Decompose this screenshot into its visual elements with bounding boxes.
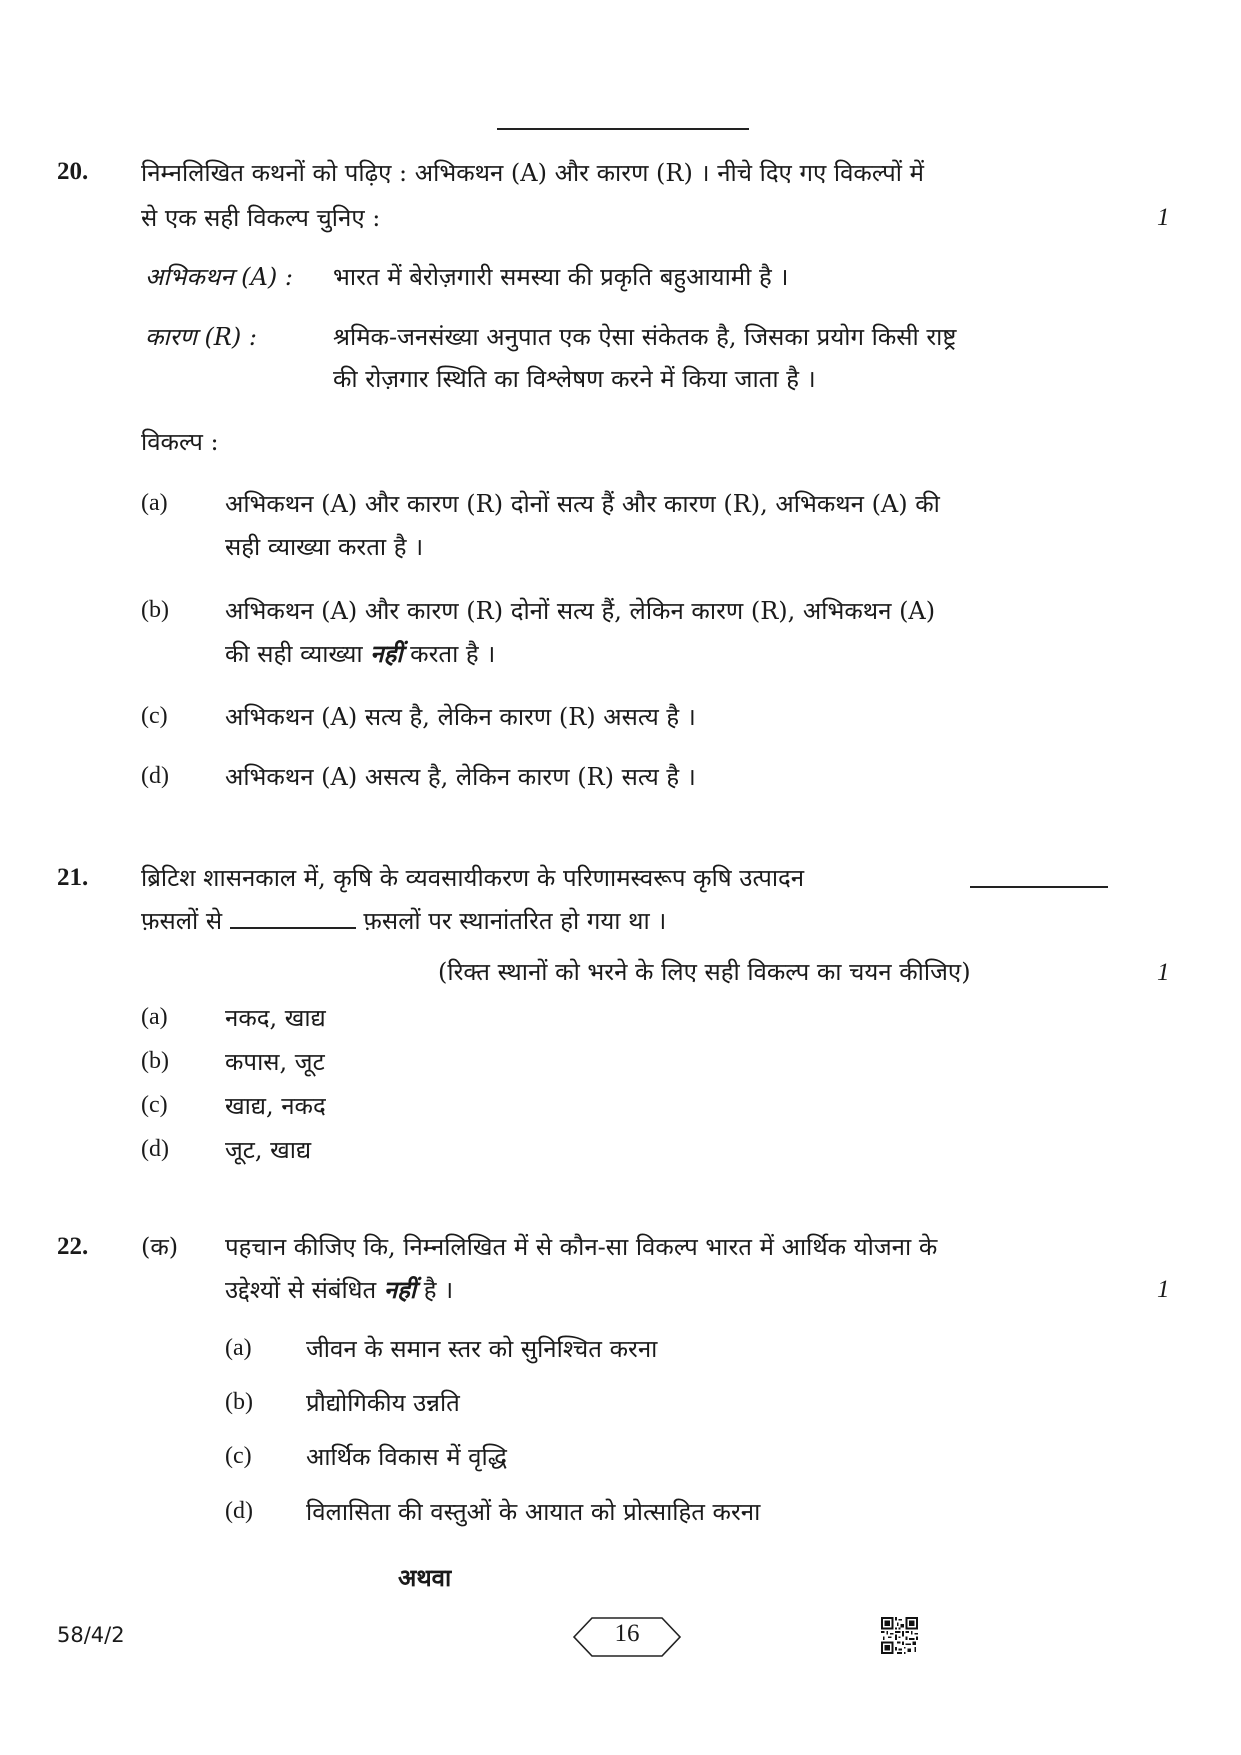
question-number: 20. bbox=[57, 158, 89, 185]
option-text: जूट, खाद्य bbox=[225, 1136, 312, 1164]
question-text: उद्देश्यों से संबंधित bbox=[225, 1276, 384, 1304]
paper-code: 58/4/2 bbox=[57, 1623, 125, 1647]
option-letter: (b) bbox=[141, 597, 169, 623]
option-letter: (d) bbox=[141, 1136, 169, 1162]
option-text: आर्थिक विकास में वृद्धि bbox=[306, 1443, 507, 1471]
question-part-label: (क) bbox=[141, 1233, 179, 1261]
or-separator: अथवा bbox=[398, 1563, 452, 1592]
options-label: विकल्प : bbox=[141, 428, 219, 456]
instruction-text: (रिक्त स्थानों को भरने के लिए सही विकल्प का चयन कीजिए) bbox=[438, 958, 971, 986]
question-number: 22. bbox=[57, 1233, 89, 1260]
question-text: फ़सलों पर स्थानांतरित हो गया था । bbox=[363, 907, 667, 935]
option-text: नकद, खाद्य bbox=[225, 1004, 326, 1032]
fill-blank bbox=[970, 866, 1108, 888]
emphasis-text: नहीं bbox=[370, 639, 403, 668]
option-letter: (b) bbox=[225, 1389, 253, 1415]
page-number: 16 bbox=[614, 1620, 640, 1647]
reason-text-line: की रोज़गार स्थिति का विश्लेषण करने में किया जाता है । bbox=[333, 365, 816, 393]
question-number: 21. bbox=[57, 864, 89, 891]
option-text-line: अभिकथन (A) असत्य है, लेकिन कारण (R) सत्य है । bbox=[225, 763, 696, 791]
option-letter: (c) bbox=[225, 1443, 252, 1469]
option-text-line bbox=[225, 637, 495, 670]
option-letter: (d) bbox=[141, 763, 169, 789]
option-text-line: अभिकथन (A) सत्य है, लेकिन कारण (R) असत्य है । bbox=[225, 703, 696, 731]
option-letter: (a) bbox=[141, 1004, 168, 1030]
option-letter: (b) bbox=[141, 1048, 169, 1074]
reason-text-line: श्रमिक-जनसंख्या अनुपात एक ऐसा संकेतक है, जिसका प्रयोग किसी राष्ट्र bbox=[333, 323, 957, 351]
marks: 1 bbox=[1157, 204, 1170, 231]
question-text-line bbox=[141, 904, 666, 937]
question-text-line bbox=[225, 1273, 453, 1306]
option-letter: (c) bbox=[141, 703, 168, 729]
option-letter: (a) bbox=[225, 1335, 252, 1361]
emphasis-text: नहीं bbox=[383, 1275, 417, 1304]
fill-blank bbox=[230, 907, 356, 929]
option-text: प्रौद्योगिकीय उन्नति bbox=[306, 1389, 460, 1417]
option-text-line: अभिकथन (A) और कारण (R) दोनों सत्य हैं, लेकिन कारण (R), अभिकथन (A) bbox=[225, 597, 936, 625]
question-text: है । bbox=[416, 1276, 454, 1304]
option-text-line: अभिकथन (A) और कारण (R) दोनों सत्य हैं और कारण (R), अभिकथन (A) की bbox=[225, 490, 940, 518]
option-text-line: सही व्याख्या करता है । bbox=[225, 533, 424, 561]
option-text: जीवन के समान स्तर को सुनिश्चित करना bbox=[306, 1335, 658, 1363]
assertion-text: भारत में बेरोज़गारी समस्या की प्रकृति बहुआयामी है । bbox=[333, 263, 789, 291]
reason-label: कारण (R) : bbox=[145, 323, 257, 351]
qr-code bbox=[881, 1617, 918, 1654]
question-text-line: पहचान कीजिए कि, निम्नलिखित में से कौन-सा विकल्प भारत में आर्थिक योजना के bbox=[225, 1233, 938, 1261]
marks: 1 bbox=[1157, 1276, 1170, 1303]
option-text: विलासिता की वस्तुओं के आयात को प्रोत्साहित करना bbox=[306, 1498, 761, 1526]
option-text: करता है । bbox=[402, 640, 496, 668]
top-divider bbox=[497, 128, 749, 130]
question-text-line: निम्नलिखित कथनों को पढ़िए : अभिकथन (A) और कारण (R) । नीचे दिए गए विकल्पों में bbox=[141, 159, 924, 187]
option-text: कपास, जूट bbox=[225, 1048, 325, 1076]
option-letter: (d) bbox=[225, 1498, 253, 1524]
question-text-line: से एक सही विकल्प चुनिए : bbox=[141, 204, 381, 232]
question-text-line: ब्रिटिश शासनकाल में, कृषि के व्यवसायीकरण के परिणामस्वरूप कृषि उत्पादन bbox=[141, 864, 805, 892]
option-letter: (a) bbox=[141, 490, 168, 516]
assertion-label: अभिकथन (A) : bbox=[145, 263, 293, 291]
option-text: खाद्य, नकद bbox=[225, 1092, 326, 1120]
question-text: फ़सलों से bbox=[141, 907, 223, 935]
marks: 1 bbox=[1157, 959, 1170, 986]
option-letter: (c) bbox=[141, 1092, 168, 1118]
option-text: की सही व्याख्या bbox=[225, 640, 371, 668]
